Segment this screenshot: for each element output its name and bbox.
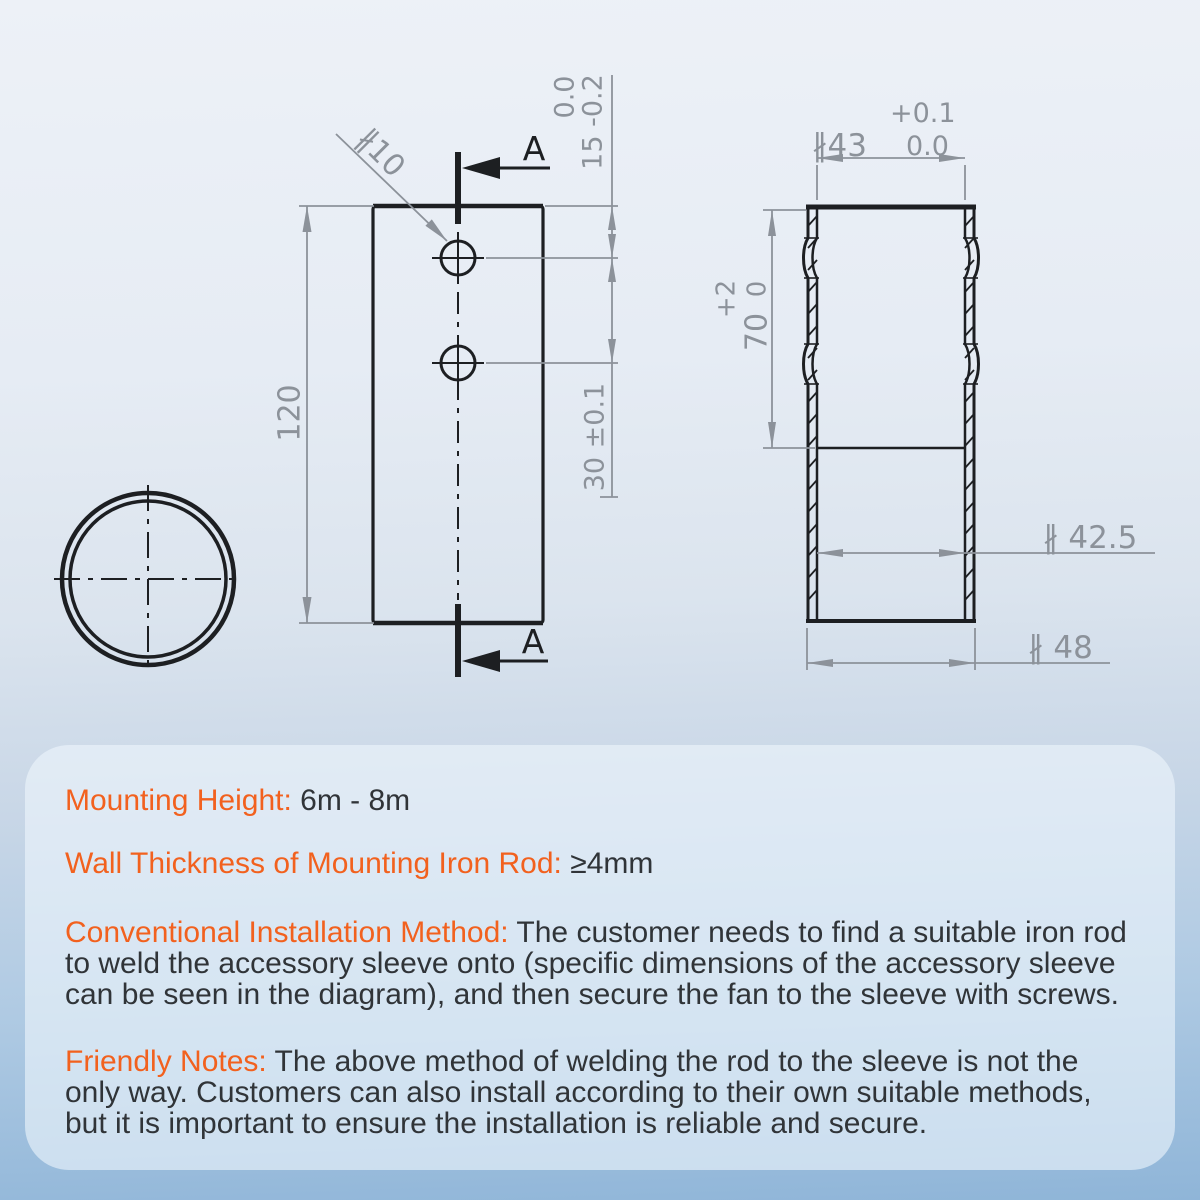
section-cut-markers xyxy=(458,129,550,677)
dim-70-lower-tol: 0 xyxy=(742,280,773,298)
end-view-circle xyxy=(54,485,242,673)
dim-120-arrow-down xyxy=(303,597,312,623)
front-view-plate xyxy=(373,206,543,623)
dim-70-arrow-up xyxy=(768,210,776,236)
dim-120-label: 120 xyxy=(272,384,308,442)
leader-arrowhead xyxy=(425,219,447,241)
mounting-height-value: 6m - 8m xyxy=(300,784,411,817)
section-arrowhead-bottom xyxy=(462,650,500,672)
mounting-height-label: Mounting Height: xyxy=(65,784,292,817)
dim-42-5-label: ∦ 42.5 xyxy=(1043,520,1138,556)
note-installation-method xyxy=(65,917,1135,1010)
section-label-bottom: A xyxy=(521,622,545,661)
dim-48-arrow-right xyxy=(949,659,975,667)
wall-thickness-value: ≥4mm xyxy=(570,847,654,880)
right-wall-inner xyxy=(965,209,970,620)
installation-method-text: The customer needs to find a suitable iron rod to weld the accessory sleeve onto (specific dimensions of the accessory sleeve can be seen in the diagram), and then secure the fan to the sleeve with screws. xyxy=(65,916,1127,1011)
dim-43-lower-tol: 0.0 xyxy=(906,131,949,162)
dim-48-label: ∦ 48 xyxy=(1028,630,1093,666)
dim-48-arrow-left xyxy=(807,659,833,667)
dim-43-upper-tol: +0.1 xyxy=(890,98,956,129)
friendly-notes-label: Friendly Notes: xyxy=(65,1045,267,1078)
dim-hole-dia xyxy=(336,122,447,241)
dim-70-arrow-down xyxy=(768,422,776,448)
dim-43-label: ∦43 xyxy=(812,128,867,164)
friendly-notes-text: The above method of welding the rod to the sleeve is not the only way. Customers can also install according to their own suitable methods, but it is important to ensure the installation is reliable and secure. xyxy=(65,1045,1092,1140)
dim-outer-48 xyxy=(807,628,1110,670)
dim-15-upper-tol: 0.0 xyxy=(549,75,581,119)
installation-method-label: Conventional Installation Method: xyxy=(65,916,509,949)
dim-120-arrow-up xyxy=(303,206,312,232)
wall-break-ticks xyxy=(804,238,978,384)
dim-42-5-arrow-right xyxy=(939,549,965,557)
left-wall-outer xyxy=(804,205,809,622)
section-arrowhead-top xyxy=(462,157,500,179)
dim-30-label: 30 ±0.1 xyxy=(579,382,611,492)
dim-70-upper-tol: +2 xyxy=(711,279,742,319)
dim-hole-dia-label: ∦10 xyxy=(349,122,412,185)
section-label-top: A xyxy=(522,129,546,168)
dim-42-5-arrow-left xyxy=(817,549,843,557)
note-mounting-height xyxy=(65,785,1135,816)
note-friendly xyxy=(65,1046,1135,1139)
note-wall-thickness xyxy=(65,848,1135,879)
dim-15-label: 15 -0.2 xyxy=(577,74,609,170)
dim-70-label: 70 xyxy=(739,312,775,352)
dim-120 xyxy=(299,206,374,623)
right-wall-outer xyxy=(974,205,979,622)
wall-thickness-label: Wall Thickness of Mounting Iron Rod: xyxy=(65,847,562,880)
notes-panel xyxy=(25,745,1175,1170)
dim-inner-dia-43 xyxy=(817,158,965,200)
side-view-sleeve xyxy=(804,205,979,622)
dim-bore-42-5 xyxy=(817,520,1155,557)
